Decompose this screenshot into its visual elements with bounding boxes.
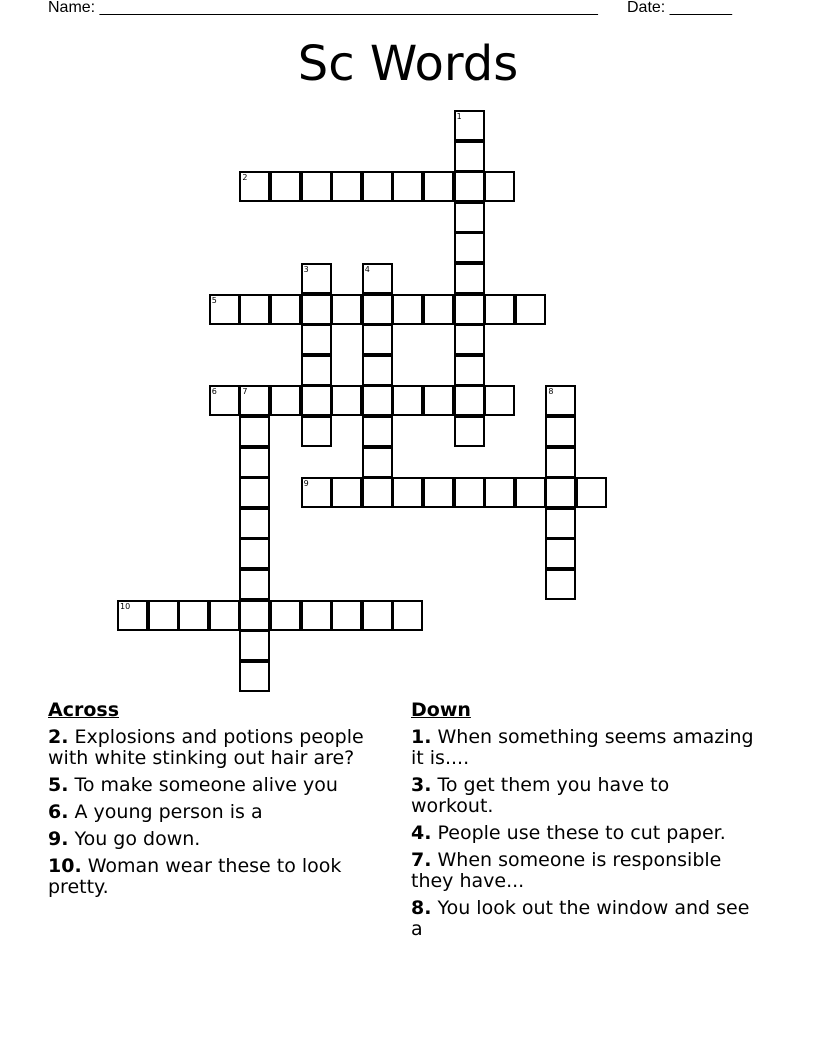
grid-cell[interactable] bbox=[239, 661, 270, 692]
clue-number: 4. bbox=[411, 822, 432, 844]
grid-cell[interactable] bbox=[362, 171, 393, 202]
grid-cell[interactable] bbox=[301, 416, 332, 447]
grid-cell[interactable] bbox=[301, 355, 332, 386]
grid-cell[interactable] bbox=[239, 508, 270, 539]
grid-cell[interactable] bbox=[545, 569, 576, 600]
grid-cell[interactable] bbox=[362, 324, 393, 355]
grid-cell[interactable] bbox=[239, 600, 270, 631]
clue-number: 2. bbox=[48, 726, 69, 748]
grid-cell[interactable] bbox=[270, 294, 301, 325]
grid-cell[interactable] bbox=[545, 508, 576, 539]
clue-text: When something seems amazing it is.... bbox=[411, 726, 754, 769]
grid-cell[interactable] bbox=[423, 477, 454, 508]
grid-cell[interactable] bbox=[423, 171, 454, 202]
grid-cell[interactable] bbox=[454, 416, 485, 447]
clue-number: 3. bbox=[411, 774, 432, 796]
grid-cell[interactable] bbox=[239, 385, 270, 416]
grid-cell[interactable] bbox=[454, 263, 485, 294]
grid-cell[interactable] bbox=[331, 294, 362, 325]
grid-cell[interactable] bbox=[545, 447, 576, 478]
cell-number: 1 bbox=[456, 112, 462, 121]
grid-cell[interactable] bbox=[454, 202, 485, 233]
cell-number: 6 bbox=[211, 387, 217, 397]
clue-down-1 bbox=[411, 727, 756, 769]
grid-cell[interactable] bbox=[178, 600, 209, 631]
grid-cell[interactable] bbox=[362, 263, 393, 294]
grid-cell[interactable] bbox=[239, 447, 270, 478]
grid-cell[interactable] bbox=[392, 294, 423, 325]
across-heading: Across bbox=[48, 699, 120, 721]
grid-cell[interactable] bbox=[117, 600, 148, 631]
clue-down-4 bbox=[411, 823, 756, 844]
clue-number: 5. bbox=[48, 774, 69, 796]
grid-cell[interactable] bbox=[239, 477, 270, 508]
clue-down-7 bbox=[411, 850, 756, 892]
grid-cell[interactable] bbox=[301, 385, 332, 416]
grid-cell[interactable] bbox=[454, 232, 485, 263]
grid-cell[interactable] bbox=[301, 324, 332, 355]
clue-text: You go down. bbox=[74, 828, 201, 850]
cell-number: 4 bbox=[364, 265, 370, 274]
clue-down-8 bbox=[411, 898, 756, 940]
grid-cell[interactable] bbox=[362, 600, 393, 631]
grid-cell[interactable] bbox=[239, 630, 270, 661]
grid-cell[interactable] bbox=[392, 171, 423, 202]
clue-text: People use these to cut paper. bbox=[437, 822, 726, 844]
down-heading: Down bbox=[411, 699, 471, 721]
clue-across-5 bbox=[48, 775, 388, 796]
grid-cell[interactable] bbox=[362, 385, 393, 416]
grid-cell[interactable] bbox=[454, 385, 485, 416]
clue-number: 10. bbox=[48, 855, 82, 877]
grid-cell[interactable] bbox=[209, 600, 240, 631]
grid-cell[interactable] bbox=[331, 600, 362, 631]
grid-cell[interactable] bbox=[239, 569, 270, 600]
across-clues bbox=[48, 700, 388, 904]
grid-cell[interactable] bbox=[392, 385, 423, 416]
grid-cell[interactable] bbox=[545, 416, 576, 447]
cell-number: 7 bbox=[242, 387, 248, 397]
clue-number: 7. bbox=[411, 849, 432, 871]
grid-cell[interactable] bbox=[301, 263, 332, 294]
grid-cell[interactable] bbox=[209, 385, 240, 416]
cell-number: 3 bbox=[303, 265, 309, 274]
grid-cell[interactable] bbox=[484, 294, 515, 325]
grid-cell[interactable] bbox=[301, 477, 332, 508]
down-clues bbox=[411, 700, 756, 946]
grid-cell[interactable] bbox=[392, 600, 423, 631]
grid-cell[interactable] bbox=[454, 477, 485, 508]
grid-cell[interactable] bbox=[454, 294, 485, 325]
cell-number: 5 bbox=[211, 295, 217, 305]
clue-across-9 bbox=[48, 829, 388, 850]
grid-cell[interactable] bbox=[454, 324, 485, 355]
clue-number: 1. bbox=[411, 726, 432, 748]
grid-cell[interactable] bbox=[545, 538, 576, 569]
grid-cell[interactable] bbox=[209, 294, 240, 325]
grid-cell[interactable] bbox=[454, 141, 485, 172]
grid-cell[interactable] bbox=[270, 600, 301, 631]
clue-across-6 bbox=[48, 802, 388, 823]
grid-cell[interactable] bbox=[362, 477, 393, 508]
grid-cell[interactable] bbox=[484, 385, 515, 416]
grid-cell[interactable] bbox=[239, 416, 270, 447]
clue-text: Woman wear these to look pretty. bbox=[48, 855, 342, 898]
grid-cell[interactable] bbox=[270, 171, 301, 202]
grid-cell[interactable] bbox=[362, 416, 393, 447]
clue-number: 6. bbox=[48, 801, 69, 823]
clue-text: To get them you have to workout. bbox=[411, 774, 670, 817]
grid-cell[interactable] bbox=[454, 171, 485, 202]
clue-text: To make someone alive you bbox=[74, 774, 338, 796]
grid-cell[interactable] bbox=[301, 600, 332, 631]
cell-number: 8 bbox=[548, 387, 554, 397]
clue-down-3 bbox=[411, 775, 756, 817]
grid-cell[interactable] bbox=[331, 477, 362, 508]
grid-cell[interactable] bbox=[454, 110, 485, 141]
grid-cell[interactable] bbox=[239, 171, 270, 202]
grid-cell[interactable] bbox=[515, 294, 546, 325]
grid-cell[interactable] bbox=[239, 294, 270, 325]
clue-text: Explosions and potions people with white stinking out hair are? bbox=[48, 726, 364, 769]
grid-cell[interactable] bbox=[423, 294, 454, 325]
grid-cell[interactable] bbox=[301, 294, 332, 325]
grid-cell[interactable] bbox=[239, 538, 270, 569]
grid-cell[interactable] bbox=[484, 171, 515, 202]
grid-cell[interactable] bbox=[362, 447, 393, 478]
clue-across-2 bbox=[48, 727, 388, 769]
page-title: Sc Words bbox=[297, 36, 519, 92]
name-field[interactable]: Name: ________________________________________________________ bbox=[48, 0, 598, 16]
clue-text: A young person is a bbox=[74, 801, 263, 823]
clue-number: 9. bbox=[48, 828, 69, 850]
date-field[interactable]: Date: _______ bbox=[627, 0, 732, 16]
grid-cell[interactable] bbox=[331, 385, 362, 416]
grid-cell[interactable] bbox=[454, 355, 485, 386]
grid-cell[interactable] bbox=[423, 385, 454, 416]
clue-text: When someone is responsible they have... bbox=[411, 849, 722, 892]
clue-text: You look out the window and see a bbox=[411, 897, 750, 940]
grid-cell[interactable] bbox=[545, 385, 576, 416]
clue-across-10 bbox=[48, 856, 388, 898]
clue-number: 8. bbox=[411, 897, 432, 919]
cell-number: 9 bbox=[303, 479, 309, 489]
grid-cell[interactable] bbox=[545, 477, 576, 508]
grid-cell[interactable] bbox=[484, 477, 515, 508]
grid-cell[interactable] bbox=[148, 600, 179, 631]
grid-cell[interactable] bbox=[362, 355, 393, 386]
grid-cell[interactable] bbox=[331, 171, 362, 202]
grid-cell[interactable] bbox=[392, 477, 423, 508]
cell-number: 10 bbox=[120, 601, 131, 611]
grid-cell[interactable] bbox=[576, 477, 607, 508]
grid-cell[interactable] bbox=[270, 385, 301, 416]
cell-number: 2 bbox=[242, 173, 248, 183]
grid-cell[interactable] bbox=[301, 171, 332, 202]
grid-cell[interactable] bbox=[515, 477, 546, 508]
grid-cell[interactable] bbox=[362, 294, 393, 325]
